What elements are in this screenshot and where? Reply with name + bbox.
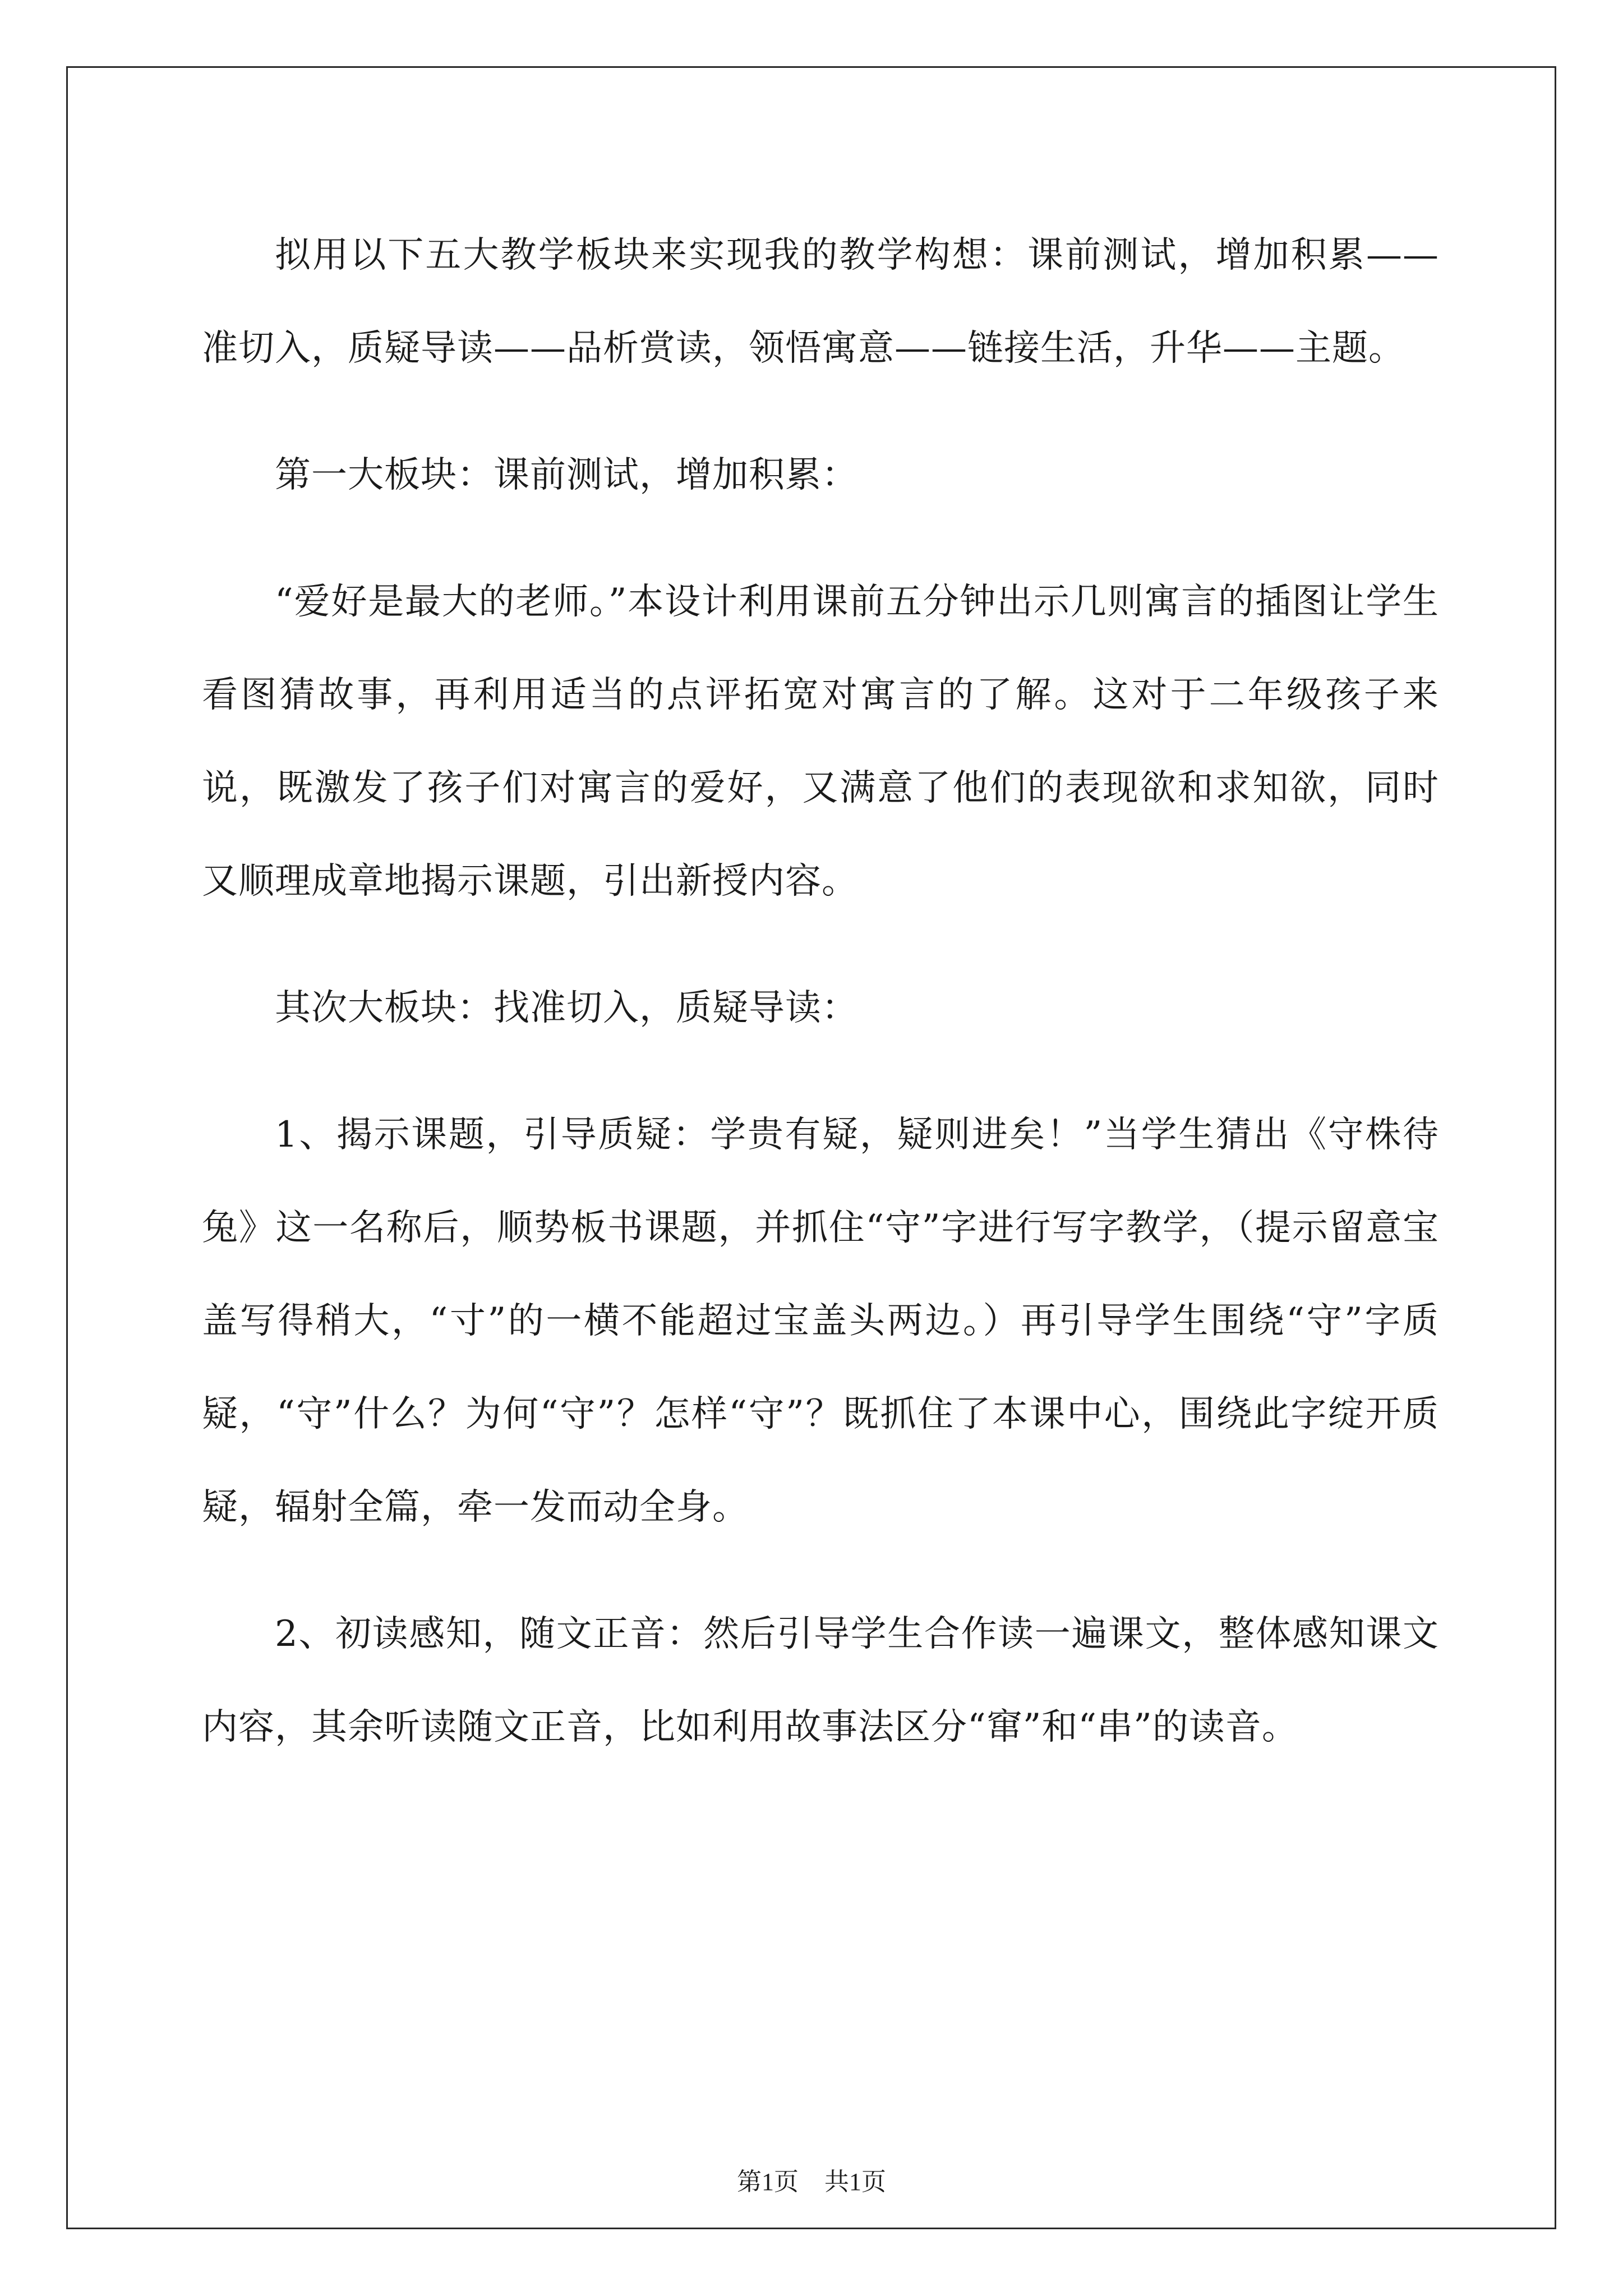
paragraph-intro: 拟用以下五大教学板块来实现我的教学构想：课前测试，增加积累——准切入，质疑导读——品析赏读，领悟寓意——链接生活，升华——主题。 [202,234,1439,369]
document-body [202,209,1439,1807]
page-footer [0,2165,1623,2199]
paragraph-section-1-body: “爱好是最大的老师。”本设计利用课前五分钟出示几则寓言的插图让学生看图猜故事，再利用适当的点评拓宽对寓言的了解。这对于二年级孩子来说，既激发了孩子们对寓言的爱好，又满意了他们的表现欲和求知欲，同时又顺理成章地揭示课题，引出新授内容。 [202,581,1439,902]
paragraph-section-1-heading: 第一大板块：课前测试，增加积累： [275,454,858,496]
paragraph-item-1: 1、揭示课题，引导质疑：学贵有疑，疑则进矣！”当学生猜出《守株待兔》这一名称后，顺势板书课题，并抓住“守”字进行写字教学，（提示留意宝盖写得稍大，“寸”的一横不能超过宝盖头两边。）再引导学生围绕“守”字质疑，“守”什么？为何“守”？怎样“守”？既抓住了本课中心，围绕此字绽开质疑，辐射全篇，牵一发而动全身。 [202,1114,1439,1528]
page-total: 共1页 [824,2168,886,2196]
paragraph-item-2: 2、初读感知，随文正音：然后引导学生合作读一遍课文，整体感知课文内容，其余听读随文正音，比如利用故事法区分“窜”和“串”的读音。 [202,1613,1439,1748]
paragraph-section-2-heading: 其次大板块：找准切入，质疑导读： [275,987,858,1029]
page-number: 第1页 [737,2168,799,2196]
